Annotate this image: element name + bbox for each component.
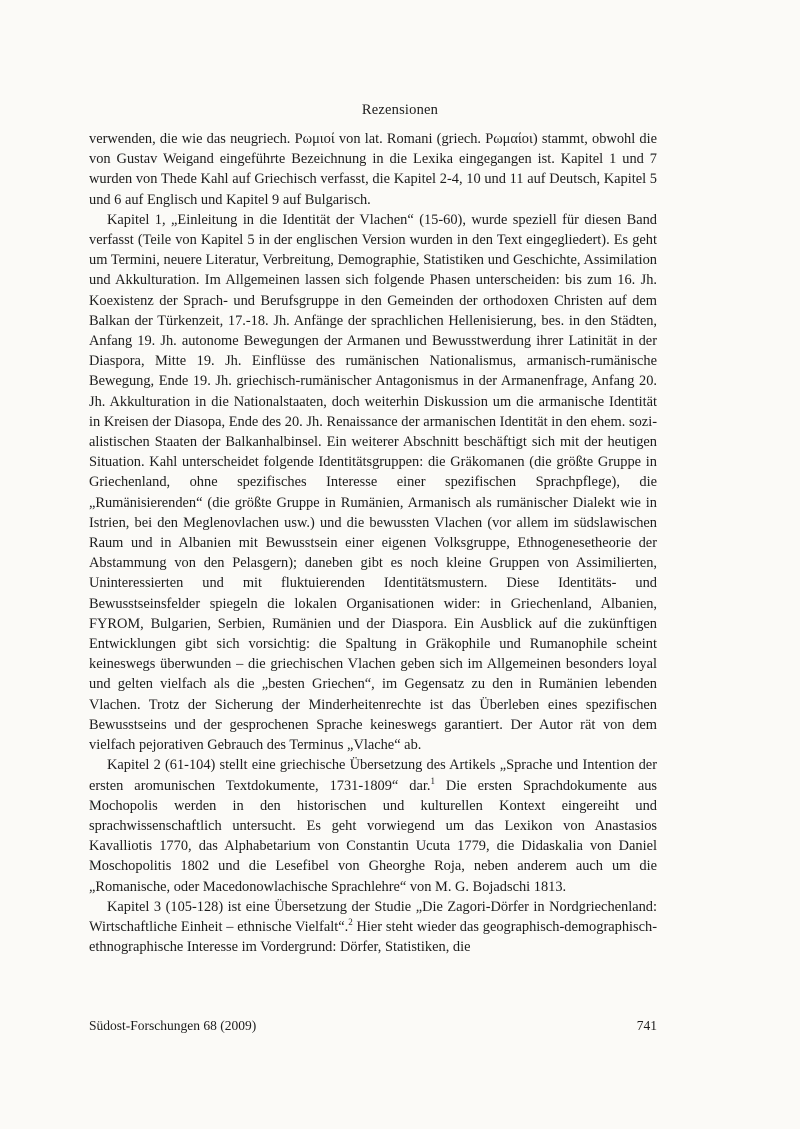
journal-citation: Südost-Forschungen 68 (2009) bbox=[89, 1018, 257, 1033]
paragraph-3-text-b: Die ersten Sprachdokumente aus Mochopolis werden in den historischen und kulturellen Kontext eingereiht und sprachwissenschaftlich untersucht. Es geht vorwiegend um das Lexikon von Anastasios Kavalliotis 1770, das Alphabetarium von Constantin Ucuta 1779, die Didaskalia von Daniel Moschopolitis 1802 und die Lesefibel von Gheorghe Roja, neben anderem auch um die „Romanische, oder Macedonowlachische Sprachlehre“ von M. G. Bojadschi 1813. bbox=[89, 777, 657, 895]
paragraph-3-text-a: Kapitel 2 (61-104) stellt eine griechische Übersetzung des Artikels „Sprache und Intention der ersten aromunischen Textdokumente, 1731-1809“ dar. bbox=[89, 757, 657, 794]
page-number: 741 bbox=[636, 1018, 657, 1033]
body-text bbox=[89, 129, 657, 957]
paragraph-1: verwenden, die wie das neugriech. Ρωμιοί von lat. Romani (griech. Ρωμαίοι) stammt, obwohl die von Gustav Weigand eingeführte Bezeichnung in die Lexika eingegangen ist. Kapitel 1 und 7 wurden von Thede Kahl auf Griechisch verfasst, die Kapitel 2-4, 10 und 11 auf Deutsch, Kapitel 5 und 6 auf Englisch und Kapitel 9 auf Bulgarisch. bbox=[89, 131, 657, 208]
paragraph-4-text-a: Kapitel 3 (105-128) ist eine Übersetzung der Studie „Die Zagori-Dörfer in Nordgriechenland: Wirtschaftliche Einheit – ethnische Vielfalt“. bbox=[89, 898, 657, 935]
paragraph-4 bbox=[89, 897, 657, 958]
footnote-ref-1: 1 bbox=[430, 775, 435, 786]
page-footer bbox=[89, 1018, 657, 1034]
running-head: Rezensionen bbox=[361, 102, 439, 118]
footnote-ref-2: 2 bbox=[348, 917, 353, 928]
paragraph-4-text-b: Hier steht wieder das geographisch-demographisch-ethnographische Interesse im Vordergrund: Dörfer, Statistiken, die bbox=[89, 918, 657, 956]
paragraph-2: Kapitel 1, „Einleitung in die Identität der Vlachen“ (15-60), wurde speziell für diesen Band verfasst (Teile von Kapitel 5 in der englischen Version wurden in den Text eingegliedert). Es geht um Termini, neuere Literatur, Verbreitung, Demographie, Statistiken und Geschichte, Assimilation und Akkulturation. Im Allgemeinen lassen sich folgende Phasen unterscheiden: bis zum 16. Jh. Koexistenz der Sprach- und Berufsgruppe in den Gemeinden der orthodoxen Christen auf dem Balkan der Türkenzeit, 17.-18. Jh. Anfänge der sprachlichen Hellenisierung, bes. in den Städten, Anfang 19. Jh. autonome Bewegungen der Armanen und Bewusstwerdung ihrer Latinität in der Diaspora, Mitte 19. Jh. Einflüsse des rumänischen Nationalismus, armanisch-rumänische Bewegung, Ende 19. Jh. griechisch-rumänischer Antagonismus in der Armanenfrage, Anfang 20. Jh. Akkulturation in die Nationalstaaten, doch weiterhin Diskussion um die armanische Identität in Kreisen der Diasopa, Ende des 20. Jh. Renaissance der armanischen Identität in den ehem. sozialistischen Staaten der Balkanhalbinsel. Ein weiterer Abschnitt beschäftigt sich mit der heutigen Situation. Kahl unterscheidet folgende Identitätsgruppen: die Gräkomanen (die größte Gruppe in Griechenland, ohne spezifisches Interesse einer spezifischen Sprachpflege), die „Rumänisierenden“ (die größte Gruppe in Rumänien, Armanisch als rumänischer Dialekt wie in Istrien, bei den Meglenovlachen usw.) und die bewussten Vlachen (vor allem im südslawischen Raum und in Albanien mit Bewusstsein einer eigenen Volksgruppe, Ethnogenesetheorie der Abstammung von den Pelasgern); daneben gibt es noch kleine Gruppen von Assimilierten, Uninteressierten und mit fluktuierenden Identitätsmustern. Diese Identitäts- und Bewusstseinsfelder spiegeln die lokalen Organisationen wider: in Griechenland, Albanien, FYROM, Bulgarien, Serbien, Rumänien und der Diaspora. Ein Ausblick auf die zukünftigen Entwicklungen gibt sich vorsichtig: die Spaltung in Gräkophile und Rumanophile scheint keineswegs überwunden – die griechischen Vlachen geben sich im Allgemeinen besonders loyal und gelten vielfach als die „besten Griechen“, im Gegensatz zu den in Rumänien lebenden Vlachen. Trotz der Sicherung der Minderheitenrechte ist das Überleben eines spezifischen Bewusstseins und der gesprochenen Sprache keineswegs garantiert. Der Autor rät von dem vielfach pejorativen Gebrauch des Terminus „Vlache“ ab. bbox=[89, 211, 657, 754]
paragraph-3 bbox=[89, 755, 657, 896]
